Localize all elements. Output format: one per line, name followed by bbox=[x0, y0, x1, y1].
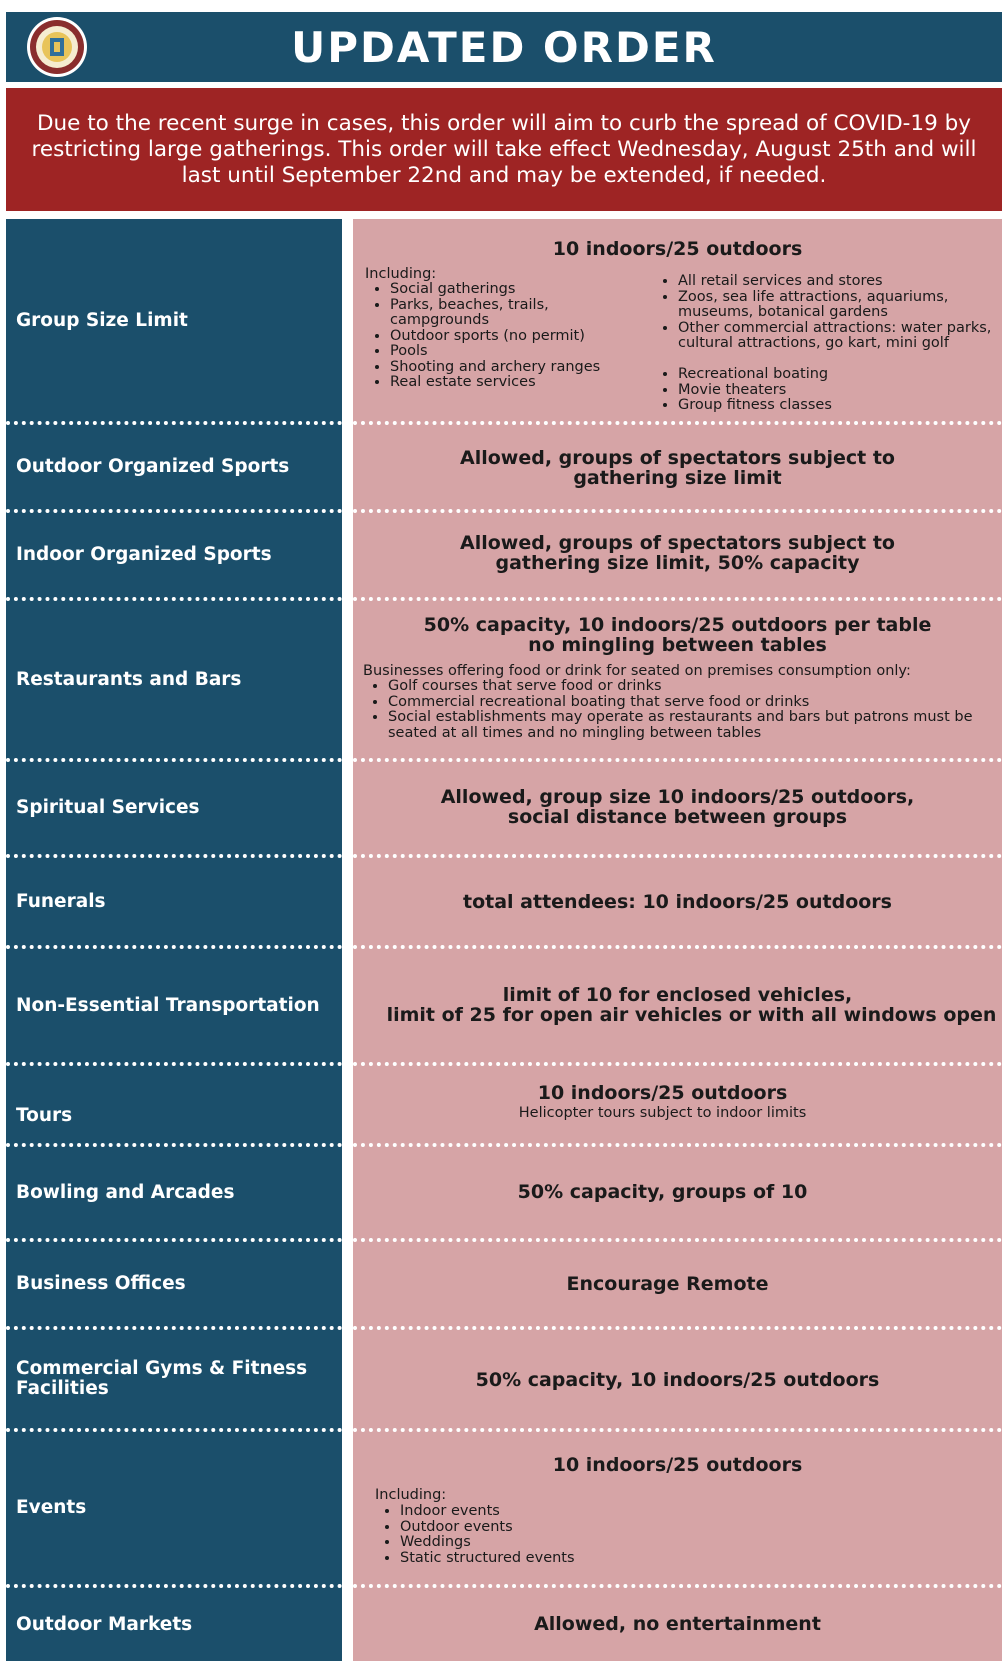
row-content-events bbox=[353, 1432, 1002, 1584]
restaurants-intro: Businesses offering food or drink for seated on premises consumption only: bbox=[363, 663, 911, 679]
restaurants-line-2: no mingling between tables bbox=[528, 634, 827, 656]
list-item: • Shooting and archery ranges bbox=[390, 360, 640, 376]
row-label-restaurants: Restaurants and Bars bbox=[16, 668, 242, 690]
row-label-outdoor-sports: Outdoor Organized Sports bbox=[16, 456, 290, 477]
row-label-offices: Business Offices bbox=[16, 1273, 186, 1294]
tours-line-1: 10 indoors/25 outdoors bbox=[537, 1082, 788, 1104]
row-content-funerals bbox=[353, 858, 1002, 945]
list-item: • Group fitness classes bbox=[678, 398, 1008, 414]
tours-note: Helicopter tours subject to indoor limits bbox=[518, 1105, 807, 1121]
row-label-group-size: Group Size Limit bbox=[16, 310, 188, 331]
markets-line-1: Allowed, no entertainment bbox=[534, 1613, 821, 1635]
events-intro: Including: bbox=[375, 1487, 447, 1503]
list-item: • Social gatherings bbox=[390, 282, 640, 298]
events-headline: 10 indoors/25 outdoors bbox=[552, 1454, 803, 1476]
list-item: • Outdoor events bbox=[400, 1520, 700, 1536]
row-content-spiritual bbox=[353, 762, 1002, 854]
group-size-list-c bbox=[653, 367, 1008, 414]
restaurants-list bbox=[363, 679, 1008, 741]
row-label-indoor-sports: Indoor Organized Sports bbox=[16, 544, 272, 565]
row-label-funerals: Funerals bbox=[16, 890, 106, 912]
list-item: • Indoor events bbox=[400, 1504, 700, 1520]
row-content-bowling bbox=[353, 1147, 1002, 1238]
list-item: • Recreational boating bbox=[678, 367, 1008, 383]
offices-line-1: Encourage Remote bbox=[566, 1273, 769, 1295]
list-item: • Commercial recreational boating that serve food or drinks bbox=[388, 695, 1008, 711]
row-label-transport: Non-Essential Transportation bbox=[16, 994, 320, 1016]
row-content-transport bbox=[353, 949, 1002, 1062]
list-item: • Parks, beaches, trails, campgrounds bbox=[390, 298, 640, 329]
spiritual-line-1: Allowed, group size 10 indoors/25 outdoors, bbox=[440, 786, 915, 808]
list-item: • All retail services and stores bbox=[678, 274, 1008, 290]
row-label-events: Events bbox=[16, 1497, 87, 1518]
row-content-gyms bbox=[353, 1330, 1002, 1428]
list-item: • Golf courses that serve food or drinks bbox=[388, 679, 1008, 695]
indoor-sports-line-2: gathering size limit, 50% capacity bbox=[495, 552, 860, 574]
group-size-list-b bbox=[653, 274, 1008, 352]
restaurants-line-1: 50% capacity, 10 indoors/25 outdoors per table bbox=[423, 614, 932, 636]
row-content-restaurants bbox=[353, 601, 1002, 758]
row-content-outdoor-sports bbox=[353, 425, 1002, 509]
header-bar bbox=[6, 12, 1002, 82]
group-size-intro: Including: bbox=[365, 266, 437, 282]
list-item: • Zoos, sea life attractions, aquariums, museums, botanical gardens bbox=[678, 290, 1008, 321]
row-content-offices bbox=[353, 1242, 1002, 1326]
list-item: • Static structured events bbox=[400, 1551, 700, 1567]
transport-line-2: limit of 25 for open air vehicles or with all windows open bbox=[386, 1004, 997, 1026]
row-content-group-size bbox=[353, 219, 1002, 423]
group-size-headline: 10 indoors/25 outdoors bbox=[552, 238, 803, 260]
row-label-spiritual: Spiritual Services bbox=[16, 797, 200, 818]
row-label-bowling: Bowling and Arcades bbox=[16, 1181, 235, 1203]
list-item: • Social establishments may operate as restaurants and bars but patrons must be seated at all times and no mingling between tables bbox=[388, 710, 1008, 741]
row-label-tours: Tours bbox=[16, 1104, 73, 1126]
list-item: • Outdoor sports (no permit) bbox=[390, 329, 640, 345]
list-item: • Other commercial attractions: water parks, cultural attractions, go kart, mini golf bbox=[678, 321, 1008, 352]
list-item: • Movie theaters bbox=[678, 383, 1008, 399]
page-title: UPDATED ORDER bbox=[291, 22, 717, 72]
list-item: • Weddings bbox=[400, 1535, 700, 1551]
row-label-markets: Outdoor Markets bbox=[16, 1613, 193, 1635]
events-list bbox=[375, 1504, 700, 1566]
funerals-line-1: total attendees: 10 indoors/25 outdoors bbox=[463, 891, 892, 913]
intro-banner: Due to the recent surge in cases, this order will aim to curb the spread of COVID-19 by restricting large gatherings. This order will take effect Wednesday, August 25th and will last until September 22nd and may be extended, if needed. bbox=[6, 88, 1002, 211]
spiritual-line-2: social distance between groups bbox=[507, 806, 848, 828]
gyms-line-1: 50% capacity, 10 indoors/25 outdoors bbox=[475, 1369, 880, 1391]
row-content-tours bbox=[353, 1066, 1002, 1143]
row-label-gyms: Commercial Gyms & Fitness Facilities bbox=[16, 1358, 308, 1399]
outdoor-sports-line-1: Allowed, groups of spectators subject to bbox=[460, 447, 895, 469]
row-content-indoor-sports bbox=[353, 513, 1002, 597]
bowling-line-1: 50% capacity, groups of 10 bbox=[517, 1181, 808, 1203]
outdoor-sports-line-2: gathering size limit bbox=[573, 467, 782, 489]
list-item: • Real estate services bbox=[390, 375, 640, 391]
list-item: • Pools bbox=[390, 344, 640, 360]
transport-line-1: limit of 10 for enclosed vehicles, bbox=[502, 984, 853, 1006]
row-content-markets bbox=[353, 1588, 1002, 1661]
group-size-list-a bbox=[365, 282, 640, 391]
indoor-sports-line-1: Allowed, groups of spectators subject to bbox=[460, 532, 895, 554]
